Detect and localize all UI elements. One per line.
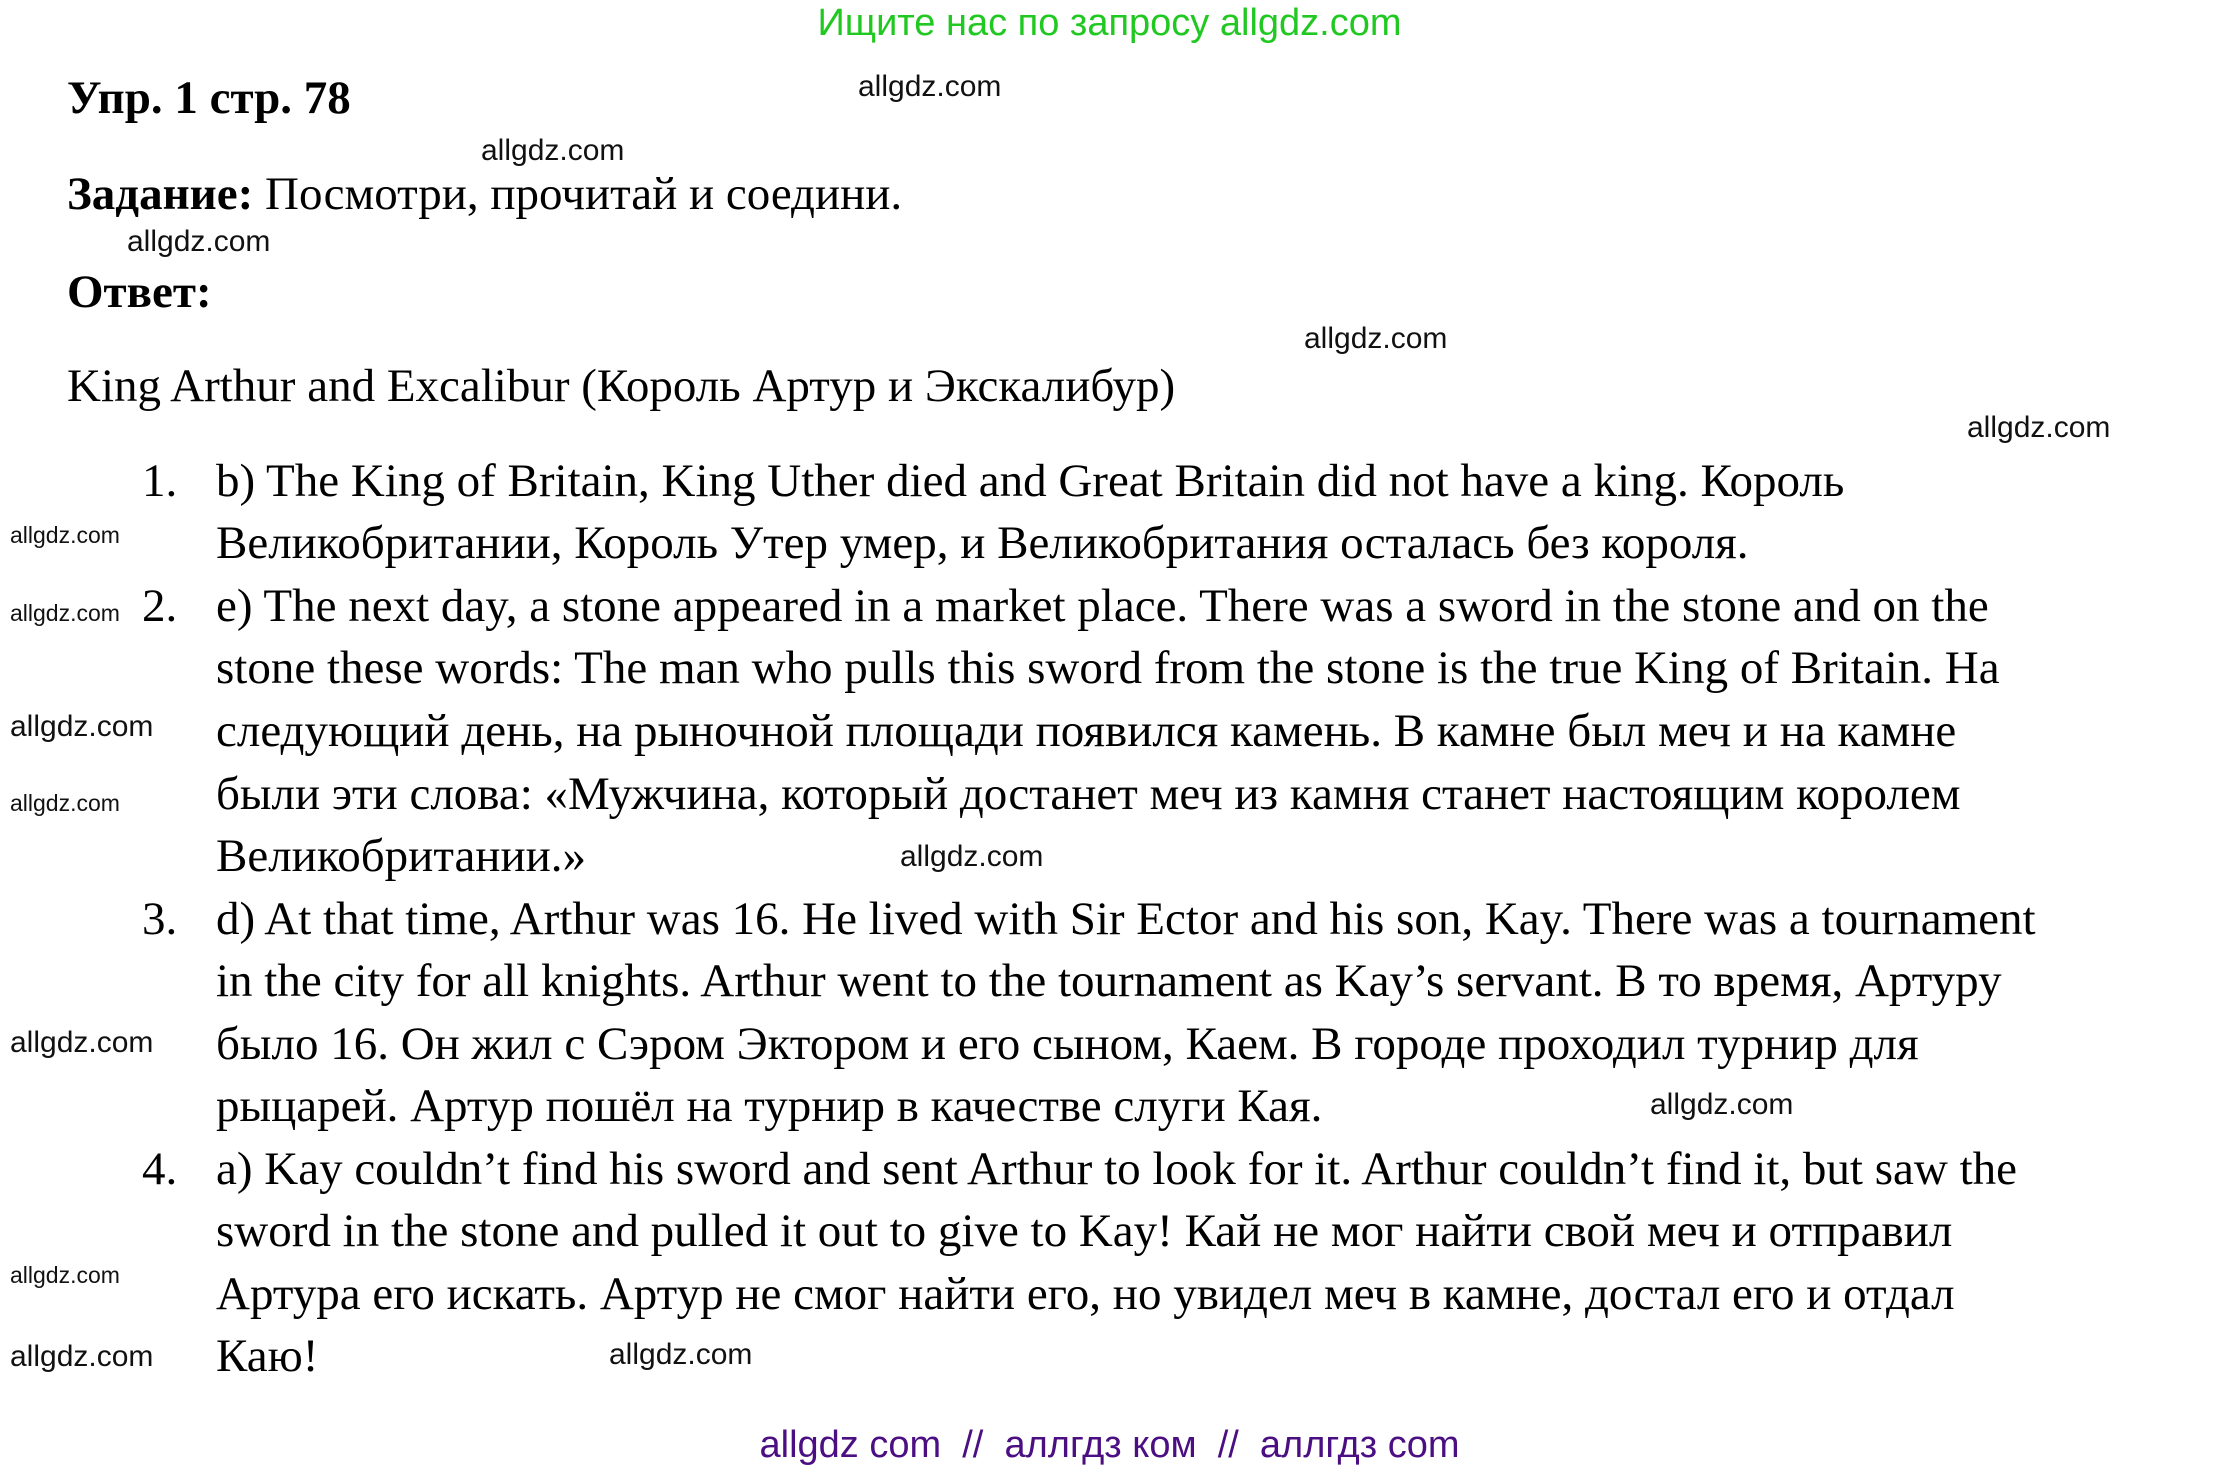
- list-line: in the city for all knights. Arthur went to the tournament as Kay’s servant. В то время, Артуру: [216, 955, 2002, 1007]
- list-number: 2.: [142, 580, 178, 632]
- watermark: allgdz.com: [1967, 411, 2111, 444]
- list-line: было 16. Он жил с Сэром Эктором и его сыном, Каем. В городе проходил турнир для: [216, 1018, 1919, 1070]
- list-line: a) Kay couldn’t find his sword and sent Arthur to look for it. Arthur couldn’t find it, but saw the: [216, 1143, 2017, 1195]
- watermark: allgdz.com: [481, 134, 625, 167]
- watermark: allgdz.com: [1650, 1088, 1794, 1121]
- watermark: allgdz.com: [858, 70, 1002, 103]
- list-line: рыцарей. Артур пошёл на турнир в качестве слуги Кая.: [216, 1080, 1323, 1132]
- list-line: Великобритании.»: [216, 830, 587, 882]
- answer-label: Ответ:: [67, 266, 212, 318]
- list-line: b) The King of Britain, King Uther died and Great Britain did not have a king. Король: [216, 455, 1845, 507]
- watermark: allgdz.com: [900, 840, 1044, 873]
- watermark: allgdz.com: [10, 790, 120, 816]
- watermark: allgdz.com: [127, 225, 271, 258]
- list-line: sword in the stone and pulled it out to give to Kay! Кай не мог найти свой меч и отправил: [216, 1205, 1953, 1257]
- watermark: allgdz.com: [10, 1340, 154, 1373]
- list-line: были эти слова: «Мужчина, который достанет меч из камня станет настоящим королем: [216, 768, 1961, 820]
- story-title: King Arthur and Excalibur (Король Артур и Экскалибур): [67, 360, 1176, 412]
- watermark: allgdz.com: [10, 710, 154, 743]
- watermark: allgdz.com: [10, 522, 120, 548]
- watermark: allgdz.com: [10, 1026, 154, 1059]
- watermark: allgdz.com: [10, 1262, 120, 1288]
- list-number: 4.: [142, 1143, 178, 1195]
- bottom-banner: allgdz com // аллгдз ком // аллгдз com: [759, 1424, 1460, 1466]
- list-line: Каю!: [216, 1330, 319, 1382]
- top-banner: Ищите нас по запросу allgdz.com: [817, 2, 1402, 44]
- task-label: Задание:: [67, 168, 254, 220]
- list-line: d) At that time, Arthur was 16. He lived with Sir Ector and his son, Kay. There was a tournament: [216, 893, 2036, 945]
- task-line: [67, 166, 902, 222]
- task-text: Посмотри, прочитай и соедини.: [253, 168, 903, 220]
- exercise-title: Упр. 1 стр. 78: [67, 72, 351, 124]
- list-line: Великобритании, Король Утер умер, и Великобритания осталась без короля.: [216, 517, 1749, 569]
- watermark: allgdz.com: [609, 1338, 753, 1371]
- list-line: Артура его искать. Артур не смог найти его, но увидел меч в камне, достал его и отдал: [216, 1268, 1955, 1320]
- list-number: 1.: [142, 455, 178, 507]
- list-line: следующий день, на рыночной площади появился камень. В камне был меч и на камне: [216, 705, 1957, 757]
- list-line: stone these words: The man who pulls this sword from the stone is the true King of Britain. На: [216, 642, 2000, 694]
- watermark: allgdz.com: [1304, 322, 1448, 355]
- list-number: 3.: [142, 893, 178, 945]
- watermark: allgdz.com: [10, 600, 120, 626]
- list-line: e) The next day, a stone appeared in a market place. There was a sword in the stone and on the: [216, 580, 1989, 632]
